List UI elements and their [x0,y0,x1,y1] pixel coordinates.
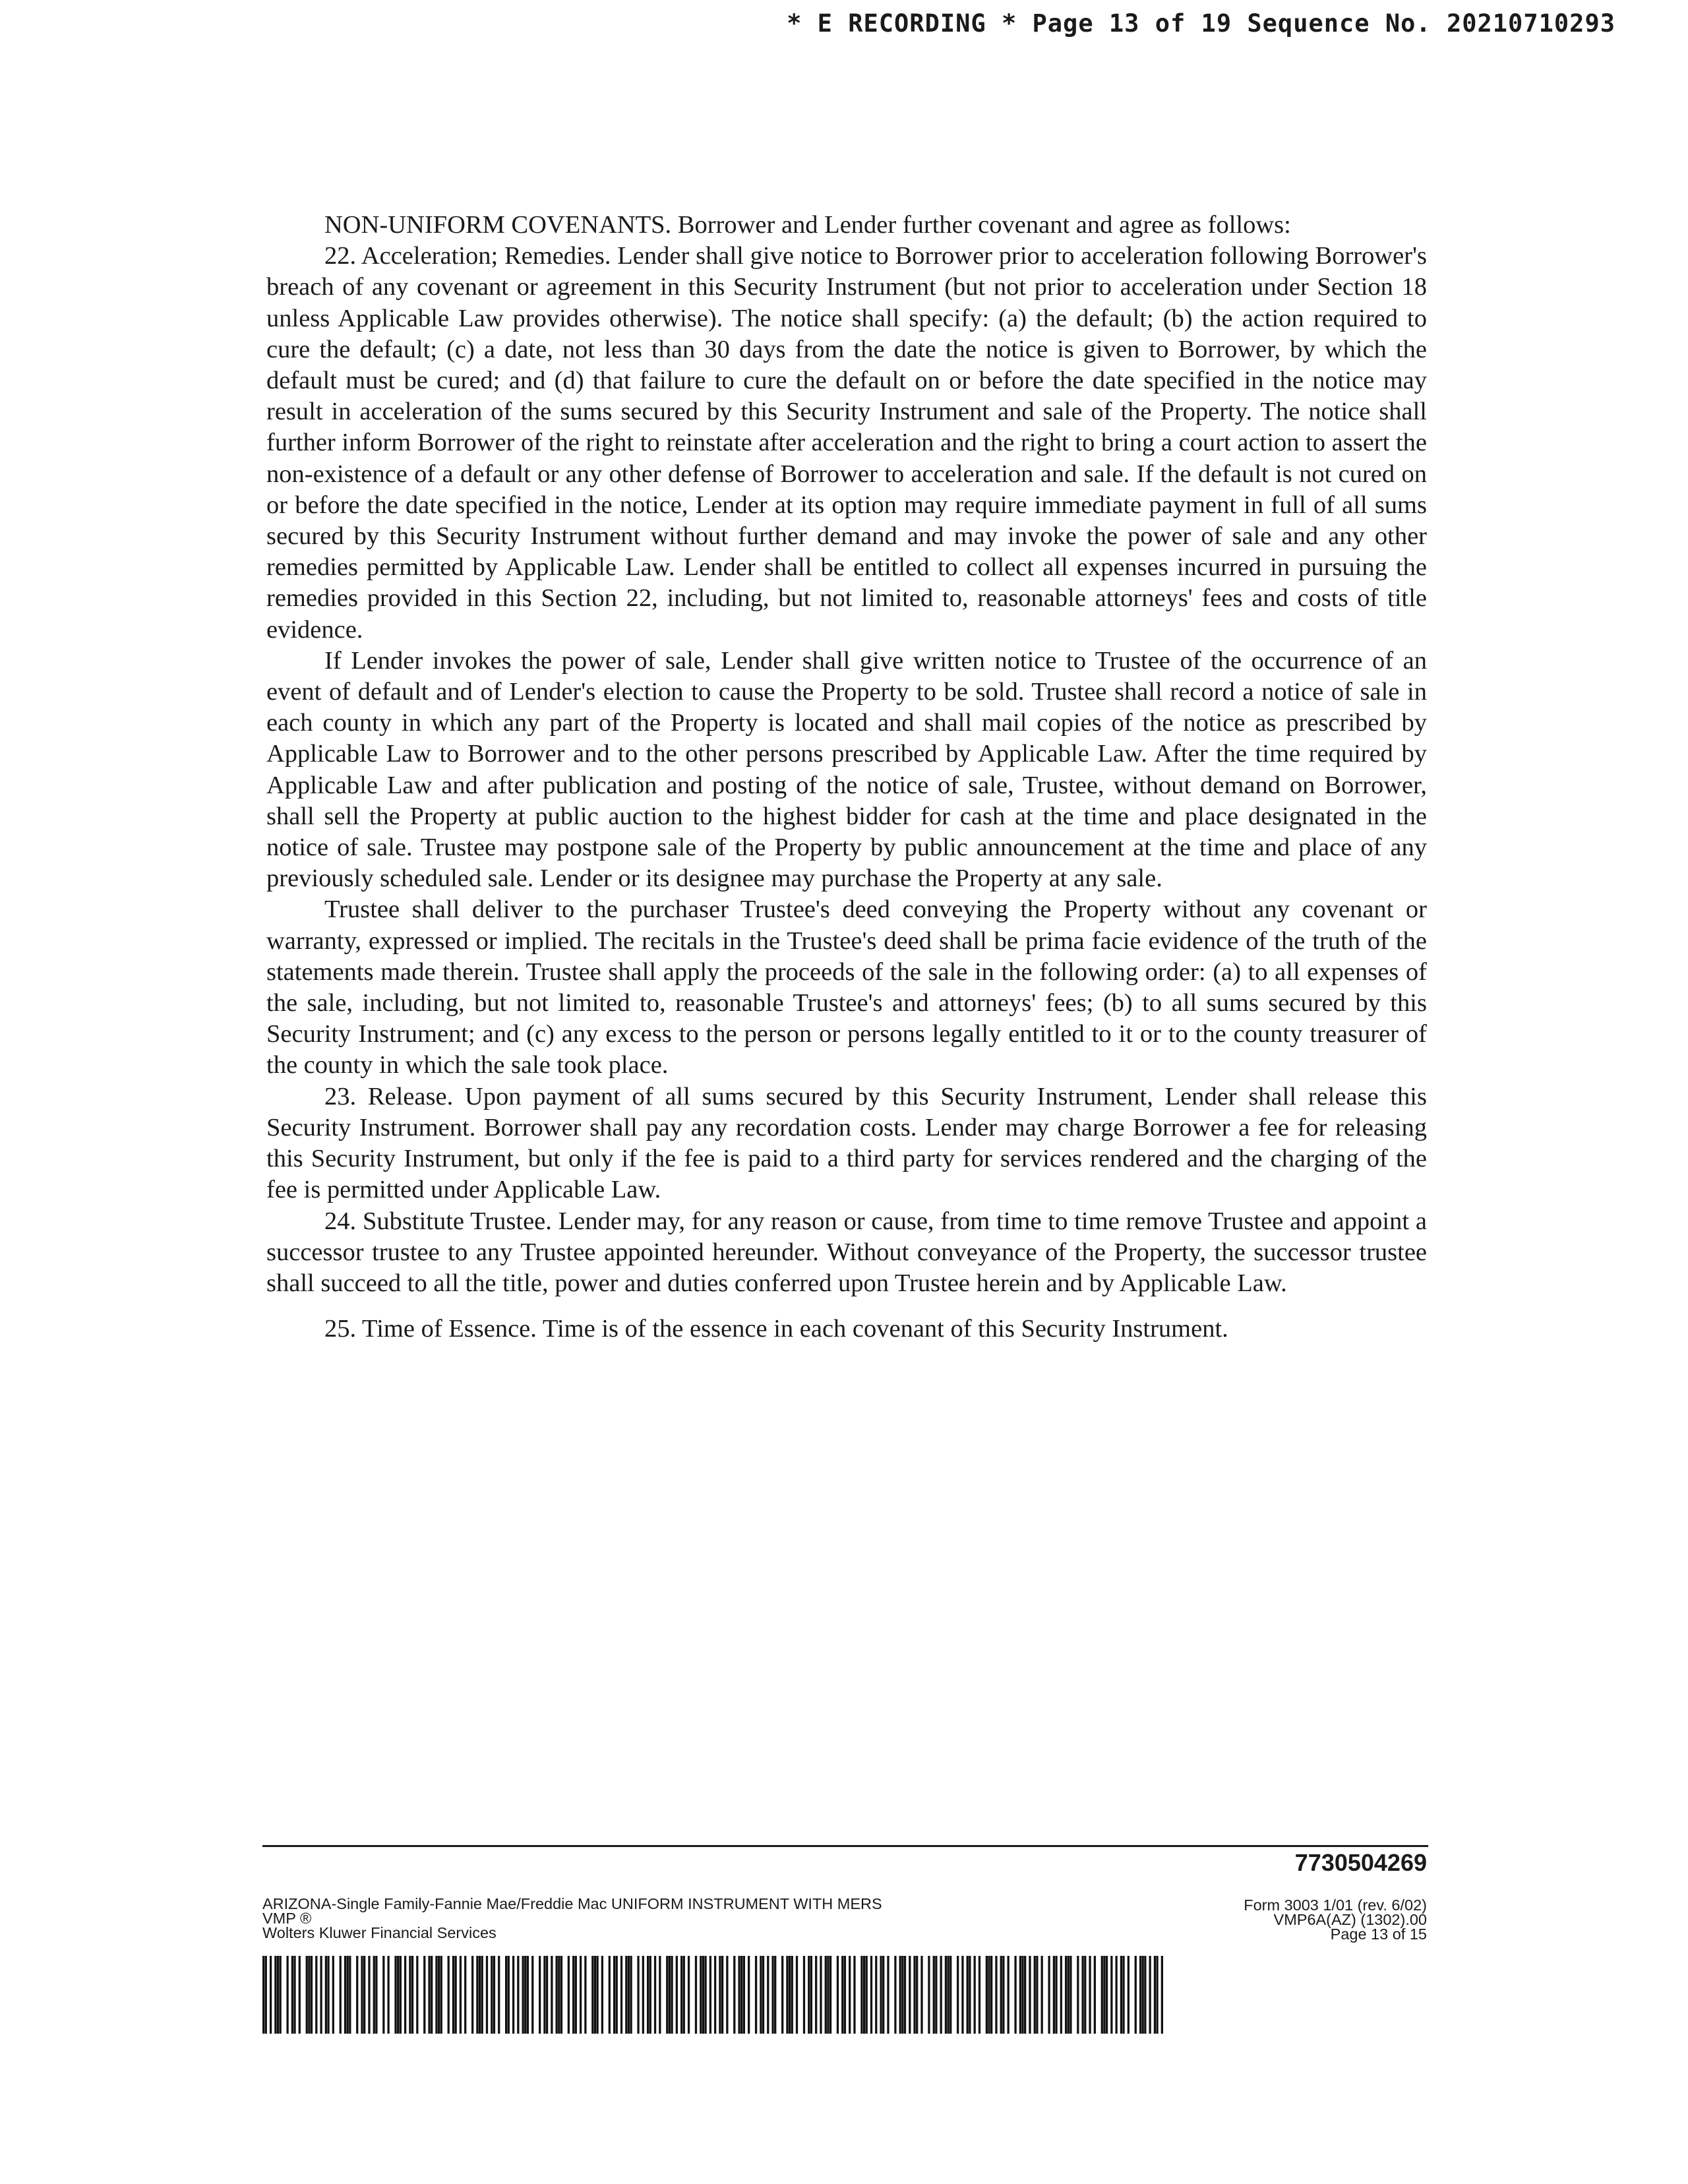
barcode-bar [947,1956,949,2034]
barcode-bar [666,1956,668,2034]
form-number: Form 3003 1/01 (rev. 6/02) [1244,1896,1427,1914]
barcode-bar [844,1956,846,2034]
barcode-bar [517,1956,519,2034]
barcode-bar [293,1956,295,2034]
page-number: Page 13 of 15 [1330,1926,1427,1943]
barcode-bar [320,1956,322,2034]
barcode-bar [1021,1956,1023,2034]
barcode-bar [479,1956,481,2034]
barcode-bar [676,1956,678,2034]
barcode-bar [820,1956,822,2034]
barcode-bar [1034,1956,1036,2034]
barcode-bar [920,1956,922,2034]
barcode-bar [551,1956,553,2034]
barcode-bar [1077,1956,1079,2034]
barcode-bar [539,1956,541,2034]
barcode-bar [909,1956,911,2034]
barcode-bar [649,1956,651,2034]
barcode-bar [860,1956,862,2034]
barcode-bar [738,1956,740,2034]
barcode-bar [928,1956,930,2034]
barcode-bar [347,1956,349,2034]
barcode-bar [709,1956,711,2034]
barcode-bar [327,1956,329,2034]
barcode-bar [1041,1956,1043,2034]
barcode-bar [894,1956,896,2034]
barcode-bar [625,1956,627,2034]
barcode-bar [522,1956,524,2034]
barcode-bar [1154,1956,1156,2034]
footer-form-info [262,1896,882,1940]
barcode-bar [875,1956,877,2034]
barcode-bar [387,1956,389,2034]
barcode-bar [464,1956,466,2034]
barcode-bar [556,1956,558,2034]
barcode-bar [988,1956,990,2034]
barcode-bar [827,1956,829,2034]
barcode-bar [491,1956,493,2034]
barcode-bar [363,1956,365,2034]
barcode-bar [460,1956,462,2034]
barcode-bar [1024,1956,1026,2034]
barcode-bar [340,1956,342,2034]
barcode-bar [493,1956,495,2034]
barcode-bar [1142,1956,1144,2034]
barcode-bar [262,1956,264,2034]
footer-form-number [1244,1898,1427,1941]
barcode-bar [431,1956,433,2034]
barcode-bar [1060,1956,1062,2034]
barcode-bar [531,1956,533,2034]
barcode-bar [771,1956,773,2034]
barcode-bar [1120,1956,1122,2034]
barcode-bar [1070,1956,1071,2034]
barcode-bar [1029,1956,1031,2034]
barcode-bar [1084,1956,1086,2034]
barcode-bar [899,1956,901,2034]
barcode-bar [704,1956,706,2034]
barcode-bar [613,1956,615,2034]
paragraph-trustee-deed: Trustee shall deliver to the purchaser Trustee's deed conveying the Property without any covenant or warranty, expressed or implied. The recitals in the Trustee's deed shall be prima facie evidence of the truth of the statements made therein. Trustee shall apply the proceeds of the sale in the following order: (a) to all expenses of the sale, including, but not limited to, reasonable Trustee's and attorneys' fees; (b) to all sums secured by this Security Instrument; and (c) any excess to the person or persons legally entitled to it or to the county treasurer of the county in which the sale took place. [266,895,1427,1079]
barcode-bar [995,1956,997,2034]
barcode-bar [575,1956,577,2034]
barcode-bar [935,1956,937,2034]
barcode-bar [904,1956,906,2034]
barcode-bar [967,1956,969,2034]
barcode-bar [642,1956,644,2034]
paragraph-non-uniform-covenants: NON-UNIFORM COVENANTS. Borrower and Lender further covenant and agree as follows: [324,211,1291,239]
publisher-name: Wolters Kluwer Financial Services [262,1924,497,1941]
barcode-bar [1089,1956,1091,2034]
barcode-bar [1101,1956,1103,2034]
barcode-bar [1002,1956,1004,2034]
footer-divider [262,1845,1428,1847]
barcode-bar [654,1956,656,2034]
barcode-bar [452,1956,454,2034]
barcode-bar [702,1956,704,2034]
barcode-bar [332,1956,334,2034]
paragraph-power-of-sale: If Lender invokes the power of sale, Lender shall give written notice to Trustee of the occurrence of an event of default and of Lender's election to cause the Property to be sold. Trustee shall record a notice of sale in each county in which any part of the Property is located and shall mail copies of the notice as prescribed by Applicable Law to Borrower and to the other persons prescribed by Applicable Law. After the time required by Applicable Law and after publication and posting of the notice of sale, Trustee, without demand on Borrower, shall sell the Property at public auction to the highest bidder for cash at the time and place designated in the notice of sale. Trustee may postpone sale of the Property by public announcement at the time and place of any previously scheduled sale. Lender or its designee may purchase the Property at any sale. [266,646,1427,893]
form-title: ARIZONA-Single Family-Fannie Mae/Freddie Mac UNIFORM INSTRUMENT WITH MERS [262,1895,882,1912]
barcode-bar [695,1956,697,2034]
barcode-bar [361,1956,363,2034]
barcode-bar [596,1956,598,2034]
barcode-bar [825,1956,827,2034]
barcode-bar [1014,1956,1016,2034]
barcode-bar [748,1956,750,2034]
barcode-bar [306,1956,308,2034]
barcode-bar [1081,1956,1083,2034]
barcode-bar [786,1956,788,2034]
barcode-bar [719,1956,721,2034]
barcode-bar [866,1956,868,2034]
barcode-bar [767,1956,769,2034]
barcode-bar [1068,1956,1070,2034]
barcode-bar [546,1956,548,2034]
barcode-bar [291,1956,293,2034]
barcode-bar [394,1956,396,2034]
barcode-bar [933,1956,935,2034]
barcode-bar [913,1956,915,2034]
barcode-bar [423,1956,425,2034]
barcode-bar [961,1956,963,2034]
barcode-bar [1048,1956,1050,2034]
barcode-bar [416,1956,418,2034]
barcode-bar [637,1956,639,2034]
barcode-bar [344,1956,346,2034]
barcode-bar [680,1956,682,2034]
barcode-bar [524,1956,526,2034]
barcode-bar [270,1956,272,2034]
barcode-bar [601,1956,603,2034]
barcode-bar [1149,1956,1151,2034]
barcode-bar [1036,1956,1038,2034]
barcode-bar [512,1956,514,2034]
barcode-bar [508,1956,510,2034]
barcode-bar [870,1956,872,2034]
barcode-bar [572,1956,574,2034]
barcode-bar [726,1956,728,2034]
barcode-bar [404,1956,406,2034]
barcode-bar [481,1956,483,2034]
barcode-bar [803,1956,805,2034]
barcode-bar [849,1956,851,2034]
barcode-bar [1065,1956,1067,2034]
barcode-bar [1161,1956,1163,2034]
barcode-bar [1103,1956,1105,2034]
barcode-bar [1144,1956,1146,2034]
barcode-bar [647,1956,649,2034]
barcode-bar [1122,1956,1124,2034]
barcode-bar [743,1956,745,2034]
barcode-bar [1110,1956,1112,2034]
barcode-bar [308,1956,310,2034]
barcode-bar [755,1956,757,2034]
barcode-bar [616,1956,618,2034]
barcode-bar [916,1956,918,2034]
barcode [262,1956,1166,2034]
barcode-bar [505,1956,507,2034]
barcode-bar [498,1956,500,2034]
barcode-bar [543,1956,545,2034]
barcode-bar [837,1956,839,2034]
barcode-bar [486,1956,488,2034]
barcode-bar [733,1956,735,2034]
barcode-bar [1008,1956,1010,2034]
barcode-bar [397,1956,399,2034]
barcode-bar [454,1956,456,2034]
barcode-bar [882,1956,884,2034]
barcode-bar [274,1956,276,2034]
barcode-bar [428,1956,430,2034]
barcode-bar [841,1956,843,2034]
barcode-bar [356,1956,358,2034]
barcode-bar [620,1956,622,2034]
barcode-bar [659,1956,661,2034]
barcode-bar [957,1956,959,2034]
barcode-bar [630,1956,632,2034]
barcode-bar [760,1956,762,2034]
barcode-bar [448,1956,450,2034]
barcode-bar [440,1956,442,2034]
barcode-bar [609,1956,611,2034]
barcode-bar [311,1956,313,2034]
barcode-bar [1000,1956,1002,2034]
barcode-bar [688,1956,690,2034]
barcode-bar [580,1956,582,2034]
barcode-bar [373,1956,375,2034]
barcode-bar [265,1956,267,2034]
barcode-bar [810,1956,812,2034]
barcode-bar [594,1956,596,2034]
document-body [266,210,1427,1345]
barcode-bar [683,1956,685,2034]
barcode-bar [286,1956,288,2034]
barcode-bar [986,1956,988,2034]
barcode-bar [762,1956,764,2034]
barcode-bar [1053,1956,1055,2034]
barcode-bar [781,1956,783,2034]
barcode-bar [628,1956,630,2034]
barcode-bar [299,1956,301,2034]
barcode-bar [1156,1956,1158,2034]
barcode-bar [1115,1956,1117,2034]
barcode-bar [700,1956,702,2034]
barcode-bar [1128,1956,1130,2034]
barcode-bar [400,1956,402,2034]
barcode-bar [940,1956,942,2034]
barcode-bar [568,1956,570,2034]
paragraph-24-substitute-trustee: 24. Substitute Trustee. Lender may, for any reason or cause, from time to time remove Trustee and appoint a successor trustee to any Trustee appointed hereunder. Without conveyance of the Property, the successor trustee shall succeed to all the title, power and duties conferred upon Trustee herein and by Applicable Law. [266,1207,1427,1297]
barcode-bar [315,1956,317,2034]
barcode-bar [714,1956,716,2034]
barcode-bar [887,1956,889,2034]
barcode-bar [349,1956,351,2034]
barcode-bar [558,1956,560,2034]
barcode-bar [409,1956,411,2034]
barcode-bar [974,1956,976,2034]
barcode-bar [1019,1956,1021,2034]
form-code: VMP6A(AZ) (1302).00 [1273,1911,1427,1928]
paragraph-25-time-of-essence: 25. Time of Essence. Time is of the essence in each covenant of this Security Instrument. [324,1315,1228,1343]
barcode-bar [527,1956,529,2034]
barcode-bar [325,1956,327,2034]
barcode-bar [560,1956,562,2034]
barcode-bar [1106,1956,1108,2034]
barcode-bar [1135,1956,1137,2034]
barcode-bar [979,1956,980,2034]
barcode-bar [829,1956,831,2034]
barcode-bar [471,1956,473,2034]
paragraph-23-release: 23. Release. Upon payment of all sums secured by this Security Instrument, Lender shall release this Security Instrument. Borrower shall pay any recordation costs. Lender may charge Borrower a fee for releasing this Security Instrument, but only if the fee is paid to a third party for services rendered and the charging of the fee is permitted under Applicable Law. [266,1082,1427,1204]
barcode-bar [1139,1956,1141,2034]
loan-number: 7730504269 [1294,1849,1427,1876]
barcode-bar [669,1956,671,2034]
paragraph-22-acceleration-remedies: 22. Acceleration; Remedies. Lender shall give notice to Borrower prior to acceleration following Borrower's breach of any covenant or agreement in this Security Instrument (but not prior to acceleration under Section 18 unless Applicable Law provides otherwise). The notice shall specify: (a) the default; (b) the action required to cure the default; (c) a date, not less than 30 days from the date the notice is given to Borrower, by which the default must be cured; and (d) that failure to cure the default on or before the date specified in the notice may result in acceleration of the sums secured by this Security Instrument and sale of the Property. The notice shall further inform Borrower of the right to reinstate after acceleration and the right to bring a court action to assert the non-existence of a default or any other defense of Borrower to acceleration and sale. If the default is not cured on or before the date specified in the notice, Lender at its option may require immediate payment in full of all sums secured by this Security Instrument without further demand and may invoke the power of sale and any other remedies permitted by Applicable Law. Lender shall be entitled to collect all expenses incurred in pursuing the remedies provided in this Section 22, including, but not limited to, reasonable attorneys' fees and costs of title evidence. [266,242,1427,644]
barcode-bar [990,1956,992,2034]
barcode-bar [969,1956,971,2034]
barcode-bar [476,1956,478,2034]
barcode-bar [950,1956,951,2034]
barcode-bar [591,1956,593,2034]
barcode-bar [863,1956,865,2034]
barcode-bar [740,1956,742,2034]
barcode-bar [435,1956,437,2034]
barcode-bar [721,1956,723,2034]
barcode-bar [880,1956,882,2034]
recording-header: * E RECORDING * Page 13 of 19 Sequence No. 20210710293 [787,9,1615,38]
barcode-bar [280,1956,282,2034]
barcode-bar [791,1956,793,2034]
barcode-bar [368,1956,370,2034]
barcode-bar [901,1956,903,2034]
barcode-bar [438,1956,440,2034]
barcode-bar [277,1956,279,2034]
barcode-bar [1094,1956,1096,2034]
barcode-bar [671,1956,673,2034]
barcode-bar [375,1956,377,2034]
barcode-bar [789,1956,791,2034]
vmp-mark: VMP ® [262,1910,312,1927]
barcode-bar [1055,1956,1057,2034]
barcode-bar [808,1956,810,2034]
barcode-bar [945,1956,947,2034]
barcode-bar [411,1956,413,2034]
barcode-bar [382,1956,384,2034]
barcode-bar [584,1956,586,2034]
barcode-bar [796,1956,798,2034]
barcode-bar [774,1956,776,2034]
barcode-bar [815,1956,817,2034]
barcode-bar [853,1956,855,2034]
